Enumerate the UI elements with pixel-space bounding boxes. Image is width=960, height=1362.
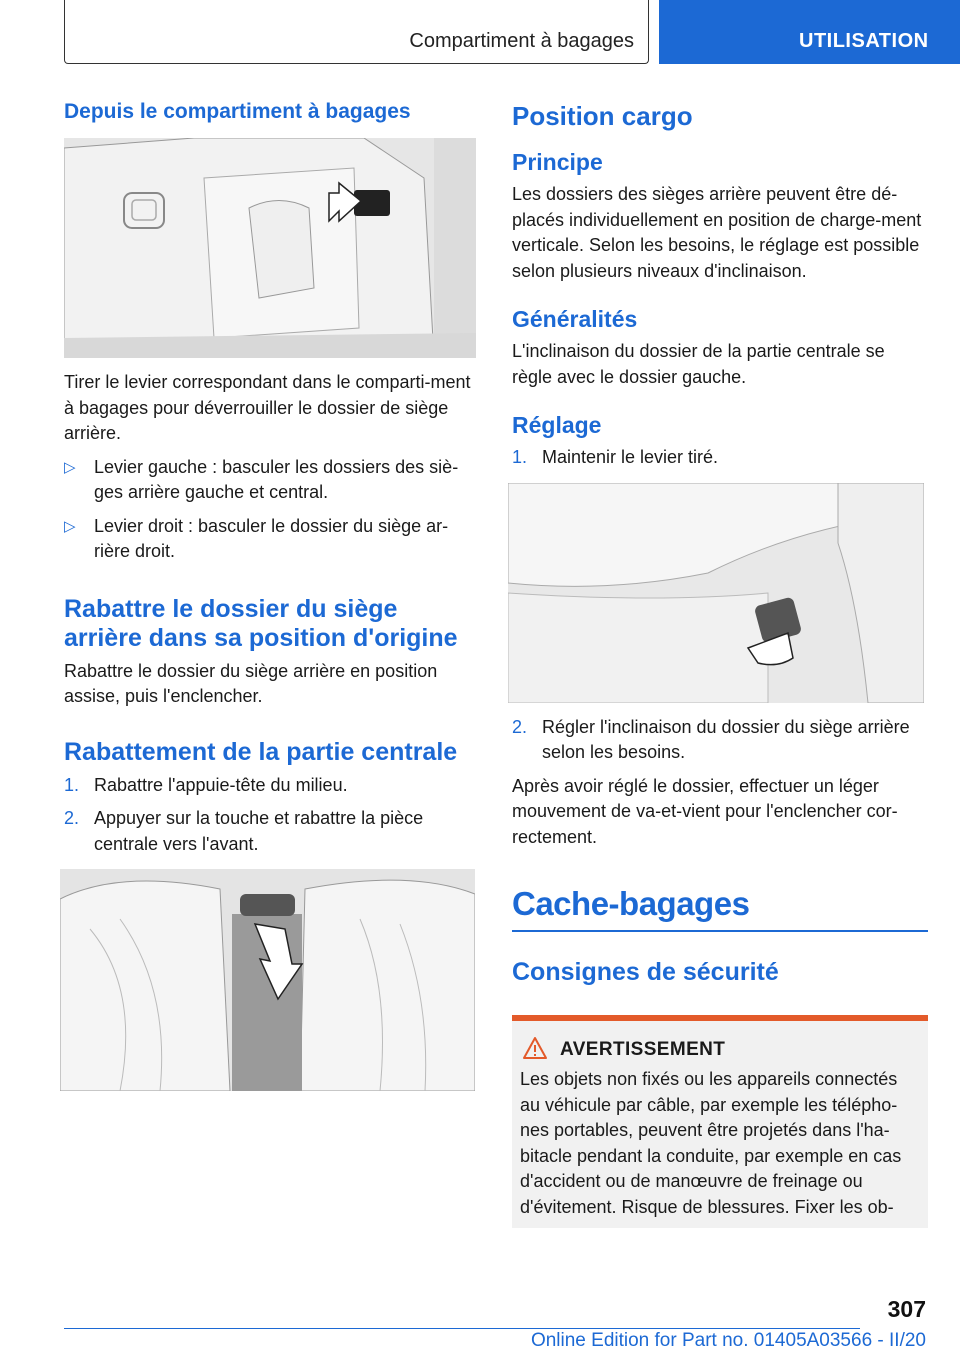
paragraph-tirer: Tirer le levier correspondant dans le comparti-ment à bagages pour déverrouiller le dossier de siège arrière. — [64, 372, 471, 443]
step-item: 1. Rabattre l'appuie-tête du milieu. — [64, 774, 348, 795]
heading-reglage: Réglage — [512, 412, 602, 438]
seat-lever-drawing — [508, 483, 924, 703]
bullet-item-right-lever: ▷ Levier droit : basculer le dossier du siège ar-rière droit. — [64, 515, 449, 561]
footer-divider — [64, 1328, 860, 1329]
header-chapter-title: UTILISATION — [799, 30, 929, 52]
warning-title: AVERTISSEMENT — [560, 1039, 920, 1061]
trunk-lever-illustration — [64, 138, 476, 358]
rear-seat-illustration — [60, 869, 475, 1091]
heading-depuis: Depuis le compartiment à bagages — [64, 100, 411, 123]
step-item: 2. Appuyer sur la touche et rabattre la pièce centrale vers l'avant. — [64, 808, 424, 854]
step-item: 2. Régler l'inclinaison du dossier du siège arrière selon les besoins. — [512, 716, 910, 762]
warning-box — [512, 1015, 928, 1228]
seat-lever-illustration — [508, 483, 924, 703]
heading-consignes: Consignes de sécurité — [512, 958, 779, 986]
bullet-item-left-lever: ▷ Levier gauche : basculer les dossiers des siè-ges arrière gauche et central. — [64, 456, 459, 502]
section-divider — [512, 930, 928, 932]
heading-position-cargo: Position cargo — [512, 101, 693, 131]
trunk-lever-drawing — [64, 138, 476, 358]
heading-rabattre: Rabattre le dossier du siège arrière dans sa position d'origine — [64, 594, 458, 652]
right-column — [512, 100, 928, 1228]
heading-generalites: Généralités — [512, 306, 638, 332]
rear-seat-drawing — [60, 869, 475, 1091]
paragraph-apres: Après avoir réglé le dossier, effectuer un léger mouvement de va-et-vient pour l'enclencher cor-rectement. — [512, 775, 898, 847]
header-section-tab — [64, 0, 649, 64]
warning-triangle-icon — [522, 1036, 548, 1060]
rabattement-steps — [64, 773, 476, 858]
paragraph-generalites: L'inclinaison du dossier de la partie centrale se règle avec le dossier gauche. — [512, 341, 885, 387]
header-section-title: Compartiment à bagages — [409, 30, 634, 52]
heading-rabattement: Rabattement de la partie centrale — [64, 737, 458, 766]
step-item: 1. Maintenir le levier tiré. — [512, 447, 719, 467]
footer-edition: Online Edition for Part no. 01405A03566 - II/20 — [530, 1330, 926, 1351]
heading-principe: Principe — [512, 149, 603, 175]
heading-cache-bagages: Cache-bagages — [512, 885, 750, 922]
lever-bullet-list — [64, 455, 476, 565]
paragraph-principe: Les dossiers des sièges arrière peuvent être dé-placés individuellement en position de charge-ment verticale. Selon les besoins, le réglage est possible selon plusieurs niveaux d'inclinaison. — [512, 184, 922, 281]
triangle-bullet-icon: ▷ — [64, 458, 76, 476]
left-column — [64, 100, 476, 1091]
paragraph-rabattre: Rabattre le dossier du siège arrière en position assise, puis l'enclencher. — [64, 660, 438, 706]
page-number: 307 — [887, 1296, 926, 1322]
reglage-step-2 — [512, 715, 928, 766]
header-chapter-tab[interactable] — [659, 0, 960, 64]
reglage-step-1 — [512, 445, 928, 471]
triangle-bullet-icon: ▷ — [64, 517, 76, 535]
warning-text: Les objets non fixés ou les appareils connectés au véhicule par câble, par exemple les télépho-nes portables, peuvent être projetés dans l'ha-bitacle pendant la conduite, par exemple en cas d'accident ou de manœuvre de freinage ou d'évitement. Risque de blessures. Fixer les ob- — [520, 1069, 902, 1217]
